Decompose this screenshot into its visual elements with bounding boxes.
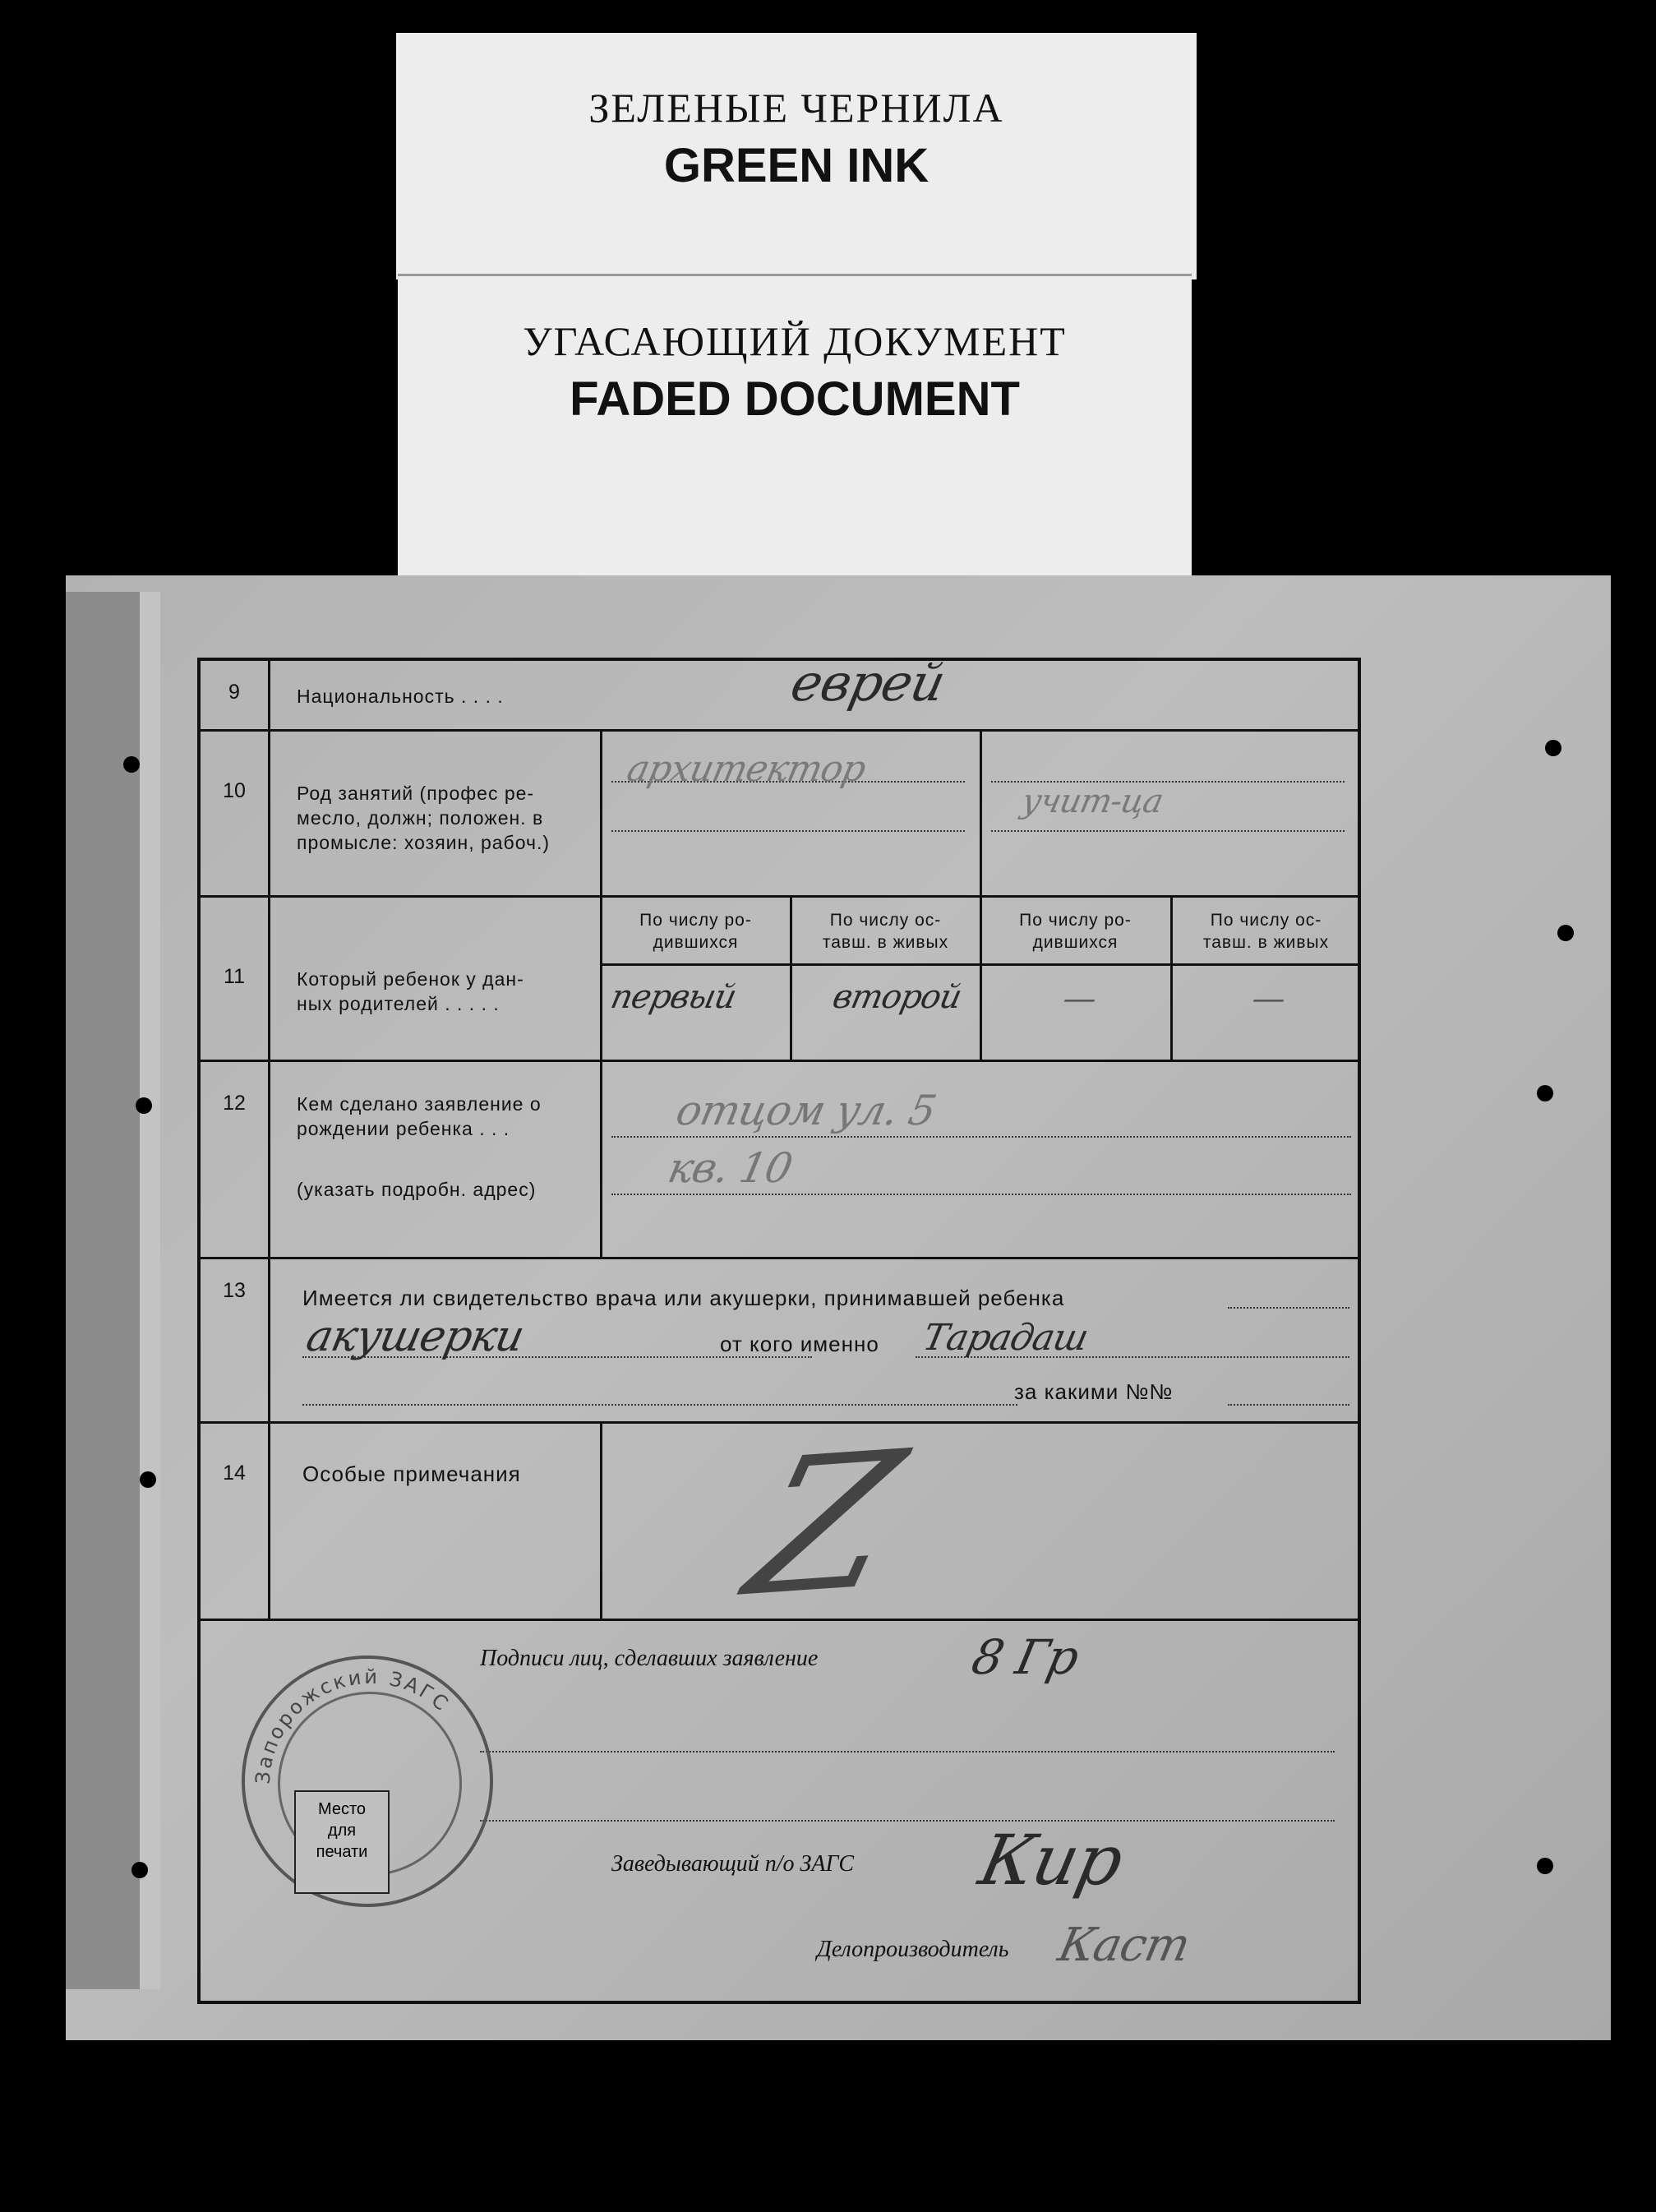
column-divider — [1170, 898, 1173, 1060]
green-ink-label-ru: ЗЕЛЕНЫЕ ЧЕРНИЛА — [588, 85, 1004, 131]
col-header-line: дившихся — [1032, 933, 1119, 952]
row-number: 13 — [201, 1259, 270, 1421]
applicants-signature-label: Подписи лиц, сделавших заявление — [480, 1646, 819, 1671]
column-divider — [600, 1424, 602, 1619]
remarks-value: Z — [730, 1411, 920, 1640]
official-seal — [242, 1656, 493, 1907]
page-left-edge-fold — [140, 592, 160, 1989]
row-number: 10 — [201, 732, 270, 895]
signature-line — [480, 1751, 1335, 1753]
column-divider — [600, 732, 602, 895]
column-divider — [980, 898, 982, 1060]
binding-hole — [1537, 1085, 1553, 1101]
fill-line — [611, 830, 965, 832]
fill-line — [611, 1194, 1351, 1195]
seal-place-line: для — [327, 1822, 357, 1840]
binding-hole — [131, 1862, 148, 1878]
certificate-from-whom-label: от кого именно — [720, 1332, 879, 1356]
official-seal-arc-text: Запорожский ЗАГС — [251, 1665, 454, 1785]
green-ink-label-card — [396, 33, 1197, 279]
head-registrar-signature: Кир — [972, 1820, 1130, 1900]
faded-document-label-card — [398, 276, 1192, 577]
header-divider — [600, 963, 1359, 966]
col-alive-header-1 — [793, 909, 978, 954]
child-order-alive-value-2: — — [1248, 980, 1289, 1018]
fill-line — [302, 1404, 1017, 1406]
row-number: 9 — [201, 661, 270, 729]
faded-document-label-ru: УГАСАЮЩИЙ ДОКУМЕНТ — [523, 318, 1067, 364]
col-header-line: По числу ро- — [1019, 911, 1132, 930]
seal-place-line: Место — [317, 1800, 367, 1818]
col-header-line: тавш. в живых — [1202, 933, 1330, 952]
nationality-label: Национальность . . . . — [297, 686, 504, 707]
child-order-born-value: первый — [607, 978, 740, 1016]
column-divider — [790, 898, 792, 1060]
applicants-signature: 8 Гр — [966, 1629, 1084, 1685]
binding-hole — [136, 1097, 152, 1114]
child-order-label-line1: Который ребенок у дан- — [297, 968, 524, 990]
certificate-numbers-label: за какими №№ — [1014, 1379, 1174, 1404]
column-divider — [600, 898, 602, 1060]
row-child-order — [201, 898, 1358, 1062]
faded-document-label-en: FADED DOCUMENT — [570, 372, 1020, 426]
binding-hole — [140, 1471, 156, 1488]
col-header-line: По числу ос- — [829, 911, 942, 930]
clerk-signature: Каст — [1054, 1919, 1195, 1972]
head-registrar-label: Заведывающий п/о ЗАГС — [611, 1851, 855, 1877]
declarant-value-line1: отцом ул. 5 — [671, 1087, 940, 1134]
declarant-label-line3: (указать подробн. адрес) — [297, 1179, 537, 1200]
green-ink-label-en: GREEN INK — [663, 139, 929, 192]
seal-place-line: печати — [316, 1843, 368, 1861]
binding-hole — [1557, 925, 1574, 941]
fill-line — [611, 1136, 1351, 1138]
column-divider — [600, 1062, 602, 1257]
occupation-mother-value: учит-ца — [1018, 783, 1166, 820]
fill-line — [1228, 1404, 1349, 1406]
nationality-value: еврей — [786, 653, 950, 713]
col-born-header-2 — [983, 909, 1168, 954]
declarant-value-line2: кв. 10 — [663, 1144, 796, 1192]
occupation-father-value: архитектор — [623, 748, 870, 790]
fill-line — [1228, 1307, 1349, 1309]
binding-hole — [1545, 740, 1561, 756]
column-divider — [980, 732, 982, 895]
row-number: 11 — [201, 898, 270, 1060]
declarant-label-line1: Кем сделано заявление о — [297, 1093, 542, 1115]
child-order-born-value-2: — — [1059, 980, 1100, 1018]
birth-record-form — [197, 653, 1361, 2004]
col-alive-header-2 — [1174, 909, 1358, 954]
col-header-line: тавш. в живых — [822, 933, 949, 952]
row-certificate — [201, 1259, 1358, 1424]
col-header-line: дившихся — [653, 933, 739, 952]
row-occupation — [201, 732, 1358, 898]
certificate-label: Имеется ли свидетельство врача или акушерки, принимавшей ребенка — [302, 1286, 1065, 1310]
col-header-line: По числу ос- — [1210, 911, 1322, 930]
certificate-document-value: акушерки — [302, 1312, 528, 1361]
fill-line — [991, 830, 1345, 832]
child-order-alive-value: второй — [829, 978, 965, 1016]
occupation-label-line3: промысле: хозяин, рабоч.) — [297, 832, 551, 853]
occupation-label-line1: Род занятий (профес ре- — [297, 783, 535, 804]
row-number: 14 — [201, 1424, 270, 1619]
row-nationality — [201, 653, 1358, 732]
row-declarant — [201, 1062, 1358, 1259]
certificate-whom-value: Тарадаш — [919, 1317, 1092, 1359]
remarks-label: Особые примечания — [302, 1462, 521, 1486]
col-header-line: По числу ро- — [639, 911, 752, 930]
signature-line — [480, 1820, 1335, 1822]
binding-hole — [1537, 1858, 1553, 1874]
row-remarks — [201, 1411, 1358, 1640]
col-born-header-1 — [603, 909, 788, 954]
svg-text:Запорожский ЗАГС — [251, 1665, 454, 1785]
binding-hole — [123, 756, 140, 773]
occupation-label-line2: месло, должн; положен. в — [297, 807, 544, 829]
declarant-label-line2: рождении ребенка . . . — [297, 1118, 510, 1139]
row-number: 12 — [201, 1062, 270, 1257]
seal-place-box — [294, 1790, 390, 1894]
clerk-label: Делопроизводитель — [817, 1937, 1009, 1962]
child-order-label-line2: ных родителей . . . . . — [297, 993, 500, 1014]
